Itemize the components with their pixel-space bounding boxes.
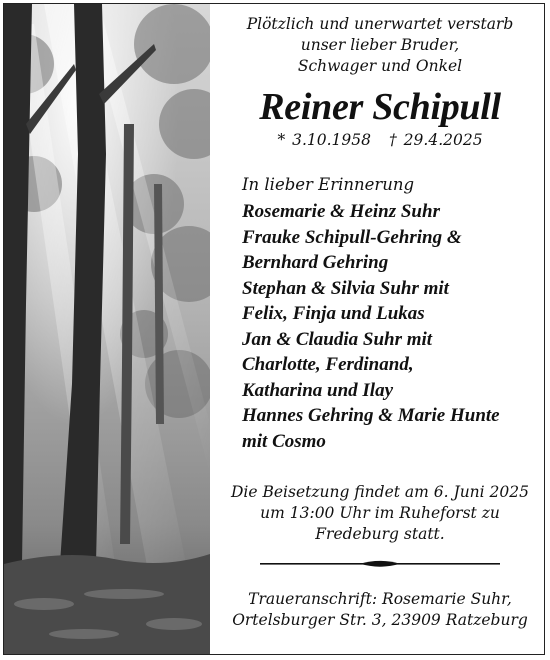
mourner-line: Jan & Claudia Suhr mit bbox=[242, 328, 433, 350]
funeral-line: Fredeburg statt. bbox=[315, 525, 445, 543]
mourner-line: Rosemarie & Heinz Suhr bbox=[242, 201, 440, 222]
ornamental-divider bbox=[260, 559, 500, 569]
intro-line: Schwager und Onkel bbox=[297, 57, 463, 75]
mourner-line: Katharina und Ilay bbox=[242, 379, 393, 401]
forest-illustration bbox=[4, 4, 210, 654]
address-line: Traueranschrift: Rosemarie Suhr, bbox=[248, 590, 512, 608]
mourner-line: Charlotte, Ferdinand, bbox=[242, 354, 414, 375]
mourner-line: Bernhard Gehring bbox=[242, 252, 389, 273]
forest-photo bbox=[4, 4, 210, 654]
intro-text bbox=[228, 14, 532, 77]
mourner-line: Felix, Finja und Lukas bbox=[242, 303, 425, 324]
notice-text bbox=[228, 14, 532, 631]
intro-line: Plötzlich und unerwartet verstarb bbox=[246, 15, 514, 33]
funeral-line: um 13:00 Uhr im Ruheforst zu bbox=[260, 504, 500, 522]
mourners-block bbox=[228, 173, 532, 454]
birth-date: * 3.10.1958 bbox=[277, 131, 371, 149]
intro-line: unser lieber Bruder, bbox=[300, 36, 460, 54]
funeral-info bbox=[228, 482, 532, 545]
mourner-line: mit Cosmo bbox=[242, 430, 326, 452]
life-dates bbox=[228, 131, 532, 149]
mourner-line: Hannes Gehring & Marie Hunte bbox=[242, 405, 500, 426]
mourner-line: Frauke Schipull-Gehring & bbox=[242, 226, 462, 248]
deceased-name: Reiner Schipull bbox=[259, 86, 501, 128]
death-date: † 29.4.2025 bbox=[389, 131, 483, 149]
mourning-address bbox=[228, 589, 532, 631]
funeral-line: Die Beisetzung findet am 6. Juni 2025 bbox=[230, 483, 529, 501]
memory-heading: In lieber Erinnerung bbox=[242, 175, 415, 194]
address-line: Ortelsburger Str. 3, 23909 Ratzeburg bbox=[232, 611, 528, 629]
mourners-list bbox=[242, 199, 532, 454]
mourner-line: Stephan & Silvia Suhr mit bbox=[242, 277, 449, 299]
